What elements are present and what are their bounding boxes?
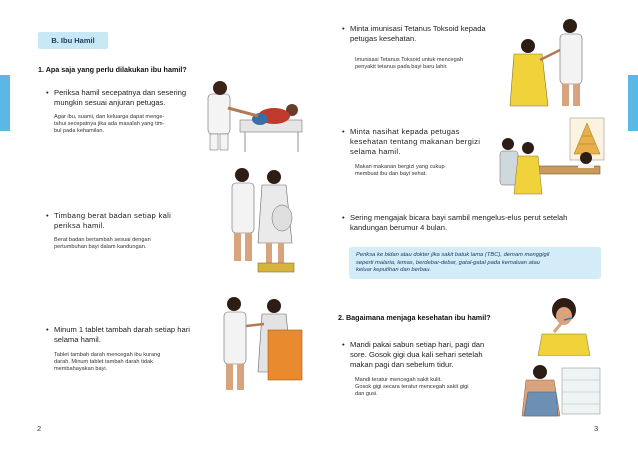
bullet-line: periksa hamil. <box>54 221 106 230</box>
tip-line: Periksa ke bidan atau dokter jika sakit batuk lama (TBC), demam menggigil <box>356 252 550 258</box>
bullet-tablet-tambah-darah <box>46 325 204 345</box>
note-line: Berat badan bertambah sesuai dengan <box>54 237 151 243</box>
note-line: darah. Minum tablet tambah darah tidak <box>54 359 153 366</box>
tip-line: seperti malaria, lemas, berdebar-debar, gatal-gatal pada kemaluan atau <box>356 259 540 266</box>
bullet-line: • Minta nasihat kepada petugas <box>350 127 460 136</box>
note-timbang-berat <box>54 237 199 251</box>
bullet-line: • Minum 1 tablet tambah darah setiap hari <box>54 325 190 334</box>
bullet-line: sore. Gosok gigi dua kali sehari setelah <box>350 350 483 359</box>
note-line: pertumbuhan bayi dalam kandungan. <box>54 244 147 251</box>
bullet-nasihat-gizi <box>342 127 505 157</box>
note-line: Tablet tambah darah mencegah ibu kurang <box>54 352 161 358</box>
question-heading-2: 2. Bagaimana menjaga kesehatan ibu hamil? <box>338 313 491 322</box>
bullet-ajak-bicara-bayi <box>342 213 612 233</box>
illustration-nutrition-counselling <box>496 114 608 204</box>
note-line: membuat ibu dan bayi sehat. <box>355 171 427 178</box>
page-number-left: 2 <box>37 424 42 433</box>
bullet-line: • Periksa hamil secepatnya dan sesering <box>54 88 187 97</box>
note-line: Mandi teratur mencegah sakit kulit. <box>355 377 442 383</box>
warning-tip-text <box>356 252 594 275</box>
bullet-line: kandungan berumur 4 bulan. <box>350 223 448 232</box>
illustration-brushing-teeth <box>524 290 604 356</box>
bullet-line: selama hamil. <box>54 335 101 344</box>
section-label: B. Ibu Hamil <box>38 32 108 49</box>
note-line: Imunisasi Tetanus Toksoid untuk mencegah <box>355 57 464 63</box>
note-line: bul pada kehamilan. <box>54 128 105 135</box>
page-number-right: 3 <box>594 424 599 433</box>
note-line: membahayakan bayi. <box>54 366 108 373</box>
left-edge-tab <box>0 75 10 131</box>
note-periksa-hamil <box>54 114 199 136</box>
note-imunisasi-tt <box>355 57 505 71</box>
note-nasihat-gizi <box>355 164 500 178</box>
illustration-immunization <box>508 14 598 114</box>
bullet-mandi-gosok-gigi <box>342 340 520 370</box>
note-line: Agar ibu, suami, dan keluarga dapat menge- <box>54 114 165 120</box>
note-line: penyakit tetanus pada bayi baru lahir. <box>355 64 448 71</box>
bullet-imunisasi-tt <box>342 24 510 44</box>
bullet-line: petugas kesehatan. <box>350 34 417 43</box>
bullet-line: • Mandi pakai sabun setiap hari, pagi dan <box>350 340 485 349</box>
bullet-line: selama hamil. <box>350 147 401 156</box>
note-line: tahui secepatnya jika ada masalah yang tim- <box>54 121 165 128</box>
bullet-periksa-hamil <box>46 88 204 108</box>
question-heading: 1. Apa saja yang perlu dilakukan ibu hamil? <box>38 65 187 74</box>
bullet-line: makan pagi dan sebelum tidur. <box>350 360 454 369</box>
note-line: Makan makanan bergizi yang cukup <box>355 164 445 170</box>
right-edge-tab <box>628 75 638 131</box>
note-line: Gosok gigi secara teratur mencegah sakit gigi <box>355 384 469 391</box>
bullet-timbang-berat <box>46 211 200 231</box>
illustration-iron-tablet <box>212 290 312 395</box>
illustration-weighing <box>222 163 302 278</box>
note-tablet-tambah-darah <box>54 352 199 374</box>
bullet-line: • Timbang berat badan setiap kali <box>54 211 172 220</box>
bullet-line: mungkin sesuai anjuran petugas. <box>54 98 166 107</box>
bullet-line: kesehatan tentang makanan bergizi <box>350 137 481 146</box>
warning-tip-box <box>349 247 601 279</box>
bullet-line: • Minta imunisasi Tetanus Toksoid kepada <box>350 24 486 33</box>
note-line: dan gusi. <box>355 391 378 398</box>
bullet-line: • Sering mengajak bicara bayi sambil mengelus-elus perut setelah <box>350 213 568 222</box>
illustration-pregnancy-checkup <box>200 72 310 157</box>
note-mandi-gosok-gigi <box>355 377 515 399</box>
tip-line: keluar keputihan dan berbau. <box>356 267 432 273</box>
illustration-bathing <box>514 360 602 418</box>
